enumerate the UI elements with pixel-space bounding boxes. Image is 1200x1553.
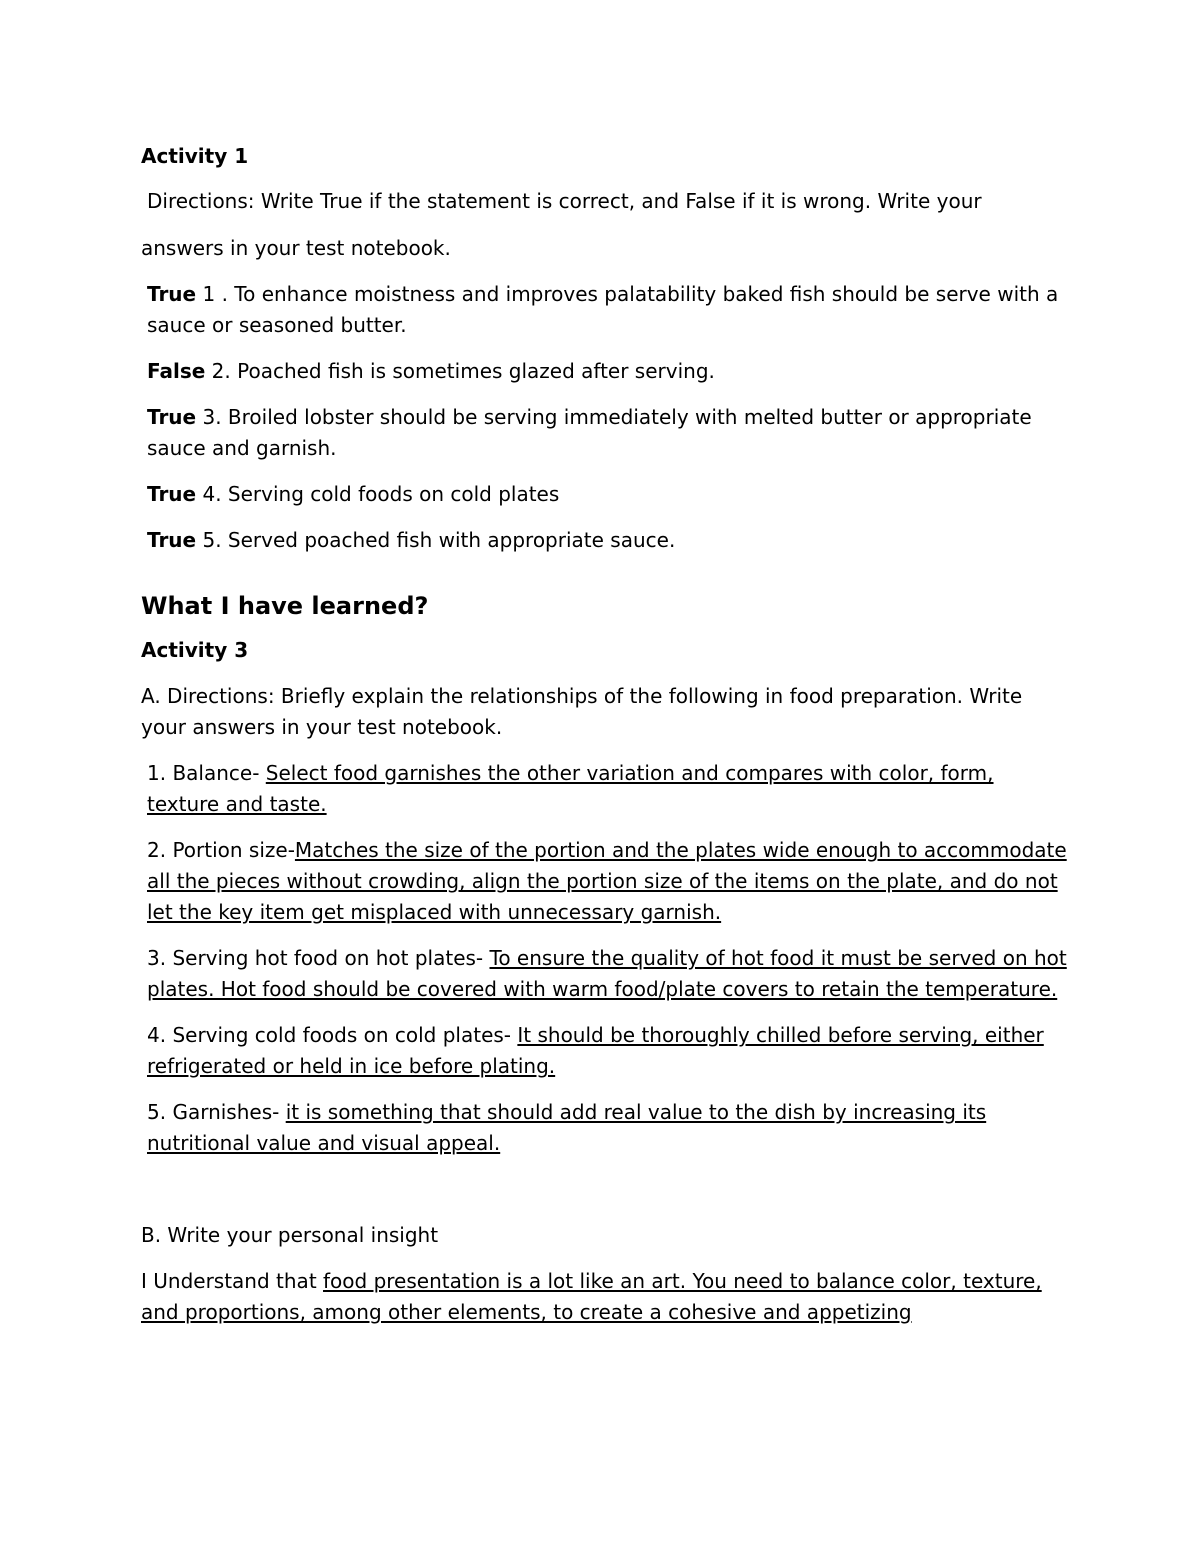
activity-1-item-4 xyxy=(141,479,1071,510)
answer-label: True xyxy=(147,482,197,506)
activity-3-item-2 xyxy=(141,835,1071,928)
item-text: 5. Served poached fish with appropriate sauce. xyxy=(196,528,676,552)
activity-1-title: Activity 1 xyxy=(141,144,249,168)
item-answer: To ensure the quality of hot food it must be served on hot plates. Hot food should be covered with warm food/plate covers to retain the temperature. xyxy=(147,946,1067,1001)
activity-1-item-2 xyxy=(141,356,1071,387)
document-content xyxy=(141,141,1071,1328)
activity-1-item-5 xyxy=(141,525,1071,556)
personal-insight-answer xyxy=(141,1266,1071,1328)
activity-1-item-1 xyxy=(141,279,1071,341)
item-answer: It should be thoroughly chilled before serving, either refrigerated or held in ice before plating. xyxy=(147,1023,1044,1078)
item-answer: it is something that should add real value to the dish by increasing its nutritional value and visual appeal. xyxy=(147,1100,987,1155)
item-label: 4. Serving cold foods on cold plates- xyxy=(147,1023,518,1047)
item-text: 4. Serving cold foods on cold plates xyxy=(196,482,560,506)
item-label: 3. Serving hot food on hot plates- xyxy=(147,946,490,970)
item-text: 2. Poached fish is sometimes glazed after serving. xyxy=(205,359,715,383)
activity-3-item-1 xyxy=(141,758,1071,820)
item-text: 3. Broiled lobster should be serving immediately with melted butter or appropriate sauce and garnish. xyxy=(147,405,1032,460)
what-i-have-learned-heading: What I have learned? xyxy=(141,592,429,620)
activity-3-title: Activity 3 xyxy=(141,638,249,662)
answer-label: True xyxy=(147,528,197,552)
activity-3-item-5 xyxy=(141,1097,1071,1159)
answer-label: False xyxy=(147,359,206,383)
activity-1-directions-line-1: Directions: Write True if the statement is correct, and False if it is wrong. Write your xyxy=(147,189,982,213)
answer-label: True xyxy=(147,282,197,306)
activity-1-item-3 xyxy=(141,402,1071,464)
activity-3-item-3 xyxy=(141,943,1071,1005)
item-answer: Matches the size of the portion and the plates wide enough to accommodate all the pieces without crowding, align the portion size of the items on the plate, and do not let the key item get misplaced with unnecessary garnish. xyxy=(147,838,1067,924)
personal-insight-prompt: B. Write your personal insight xyxy=(141,1223,439,1247)
activity-3-item-4 xyxy=(141,1020,1071,1082)
insight-lead: I Understand that xyxy=(141,1269,324,1293)
activity-3-directions: A. Directions: Briefly explain the relationships of the following in food preparation. Write your answers in your test notebook. xyxy=(141,684,1023,739)
insight-text: food presentation is a lot like an art. You need to balance color, texture, and proportions, among other elements, to create a cohesive and appetizing xyxy=(141,1269,1042,1324)
item-text: 1 . To enhance moistness and improves palatability baked fish should be serve with a sauce or seasoned butter. xyxy=(147,282,1059,337)
answer-label: True xyxy=(147,405,197,429)
activity-1-directions-line-2: answers in your test notebook. xyxy=(141,236,451,260)
item-label: 5. Garnishes- xyxy=(147,1100,286,1124)
item-answer: Select food garnishes the other variation and compares with color, form, texture and taste. xyxy=(147,761,994,816)
item-label: 1. Balance- xyxy=(147,761,266,785)
item-label: 2. Portion size- xyxy=(147,838,295,862)
